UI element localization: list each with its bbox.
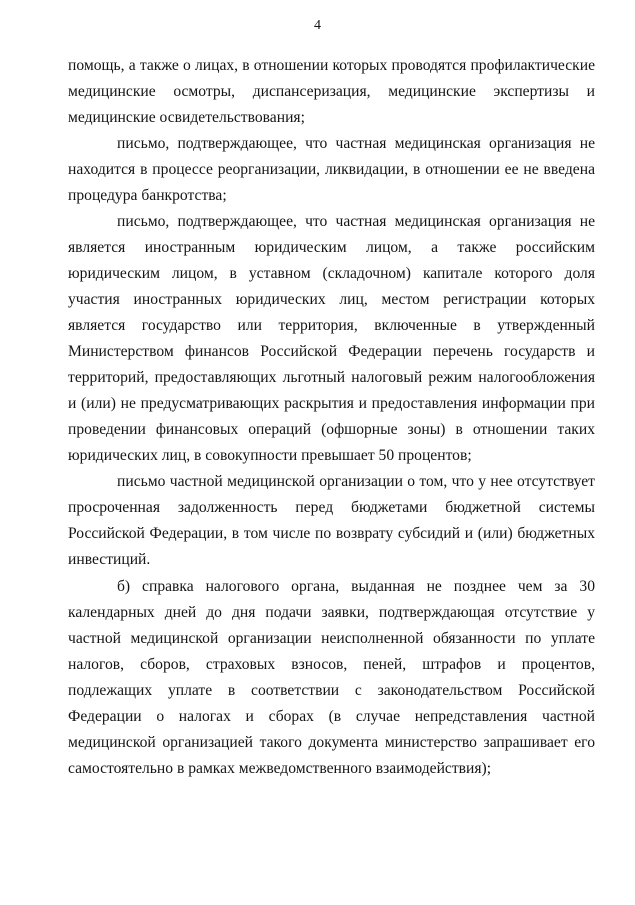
text-line: Федерации о налогах и сборах (в случае непредставления частной — [68, 708, 595, 725]
text-line: частной медицинской организации неисполненной обязанности по уплате — [68, 630, 595, 647]
text-line: самостоятельно в рамках межведомственного взаимодействия); — [68, 760, 492, 777]
text-line: письмо, подтверждающее, что частная медицинская организация не — [117, 213, 595, 230]
text-line: подлежащих уплате в соответствии с законодательством Российской — [68, 682, 595, 699]
text-line: помощь, а также о лицах, в отношении которых проводятся профилактические — [68, 57, 595, 74]
text-line: письмо частной медицинской организации о том, что у нее отсутствует — [117, 473, 595, 490]
text-line: участия иностранных юридических лиц, местом регистрации которых — [68, 291, 595, 308]
text-line: инвестиций. — [68, 551, 151, 568]
page-number: 4 — [314, 18, 321, 33]
text-line: Российской Федерации, в том числе по возврату субсидий и (или) бюджетных — [68, 525, 595, 542]
text-line: письмо, подтверждающее, что частная медицинская организация не — [117, 135, 595, 152]
text-line: календарных дней до дня подачи заявки, подтверждающая отсутствие у — [68, 604, 595, 621]
text-line: является иностранным юридическим лицом, а также российским — [68, 239, 595, 256]
text-line: является государство или территория, включенные в утвержденный — [68, 317, 595, 334]
text-line: Министерством финансов Российской Федерации перечень государств и — [68, 343, 595, 360]
text-line: процедура банкротства; — [68, 187, 227, 204]
text-line: б) справка налогового органа, выданная не позднее чем за 30 — [117, 578, 595, 595]
text-line: и (или) не предусматривающих раскрытия и предоставления информации при — [68, 395, 595, 412]
text-line: юридическим лицом, в уставном (складочном) капитале которого доля — [68, 265, 595, 282]
text-line: проведении финансовых операций (офшорные зоны) в отношении таких — [68, 421, 595, 438]
text-line: просроченная задолженность перед бюджетами бюджетной системы — [68, 499, 595, 516]
text-line: медицинские осмотры, диспансеризация, медицинские экспертизы и — [68, 83, 595, 100]
text-line: юридических лиц, в совокупности превышает 50 процентов; — [68, 447, 472, 464]
text-line: медицинские освидетельствования; — [68, 109, 305, 126]
text-line: налогов, сборов, страховых взносов, пеней, штрафов и процентов, — [68, 656, 595, 673]
text-line: территорий, предоставляющих льготный налоговый режим налогообложения — [68, 369, 595, 386]
text-line: находится в процессе реорганизации, ликвидации, в отношении ее не введена — [68, 161, 595, 178]
text-line: медицинской организацией такого документа министерство запрашивает его — [68, 734, 595, 751]
